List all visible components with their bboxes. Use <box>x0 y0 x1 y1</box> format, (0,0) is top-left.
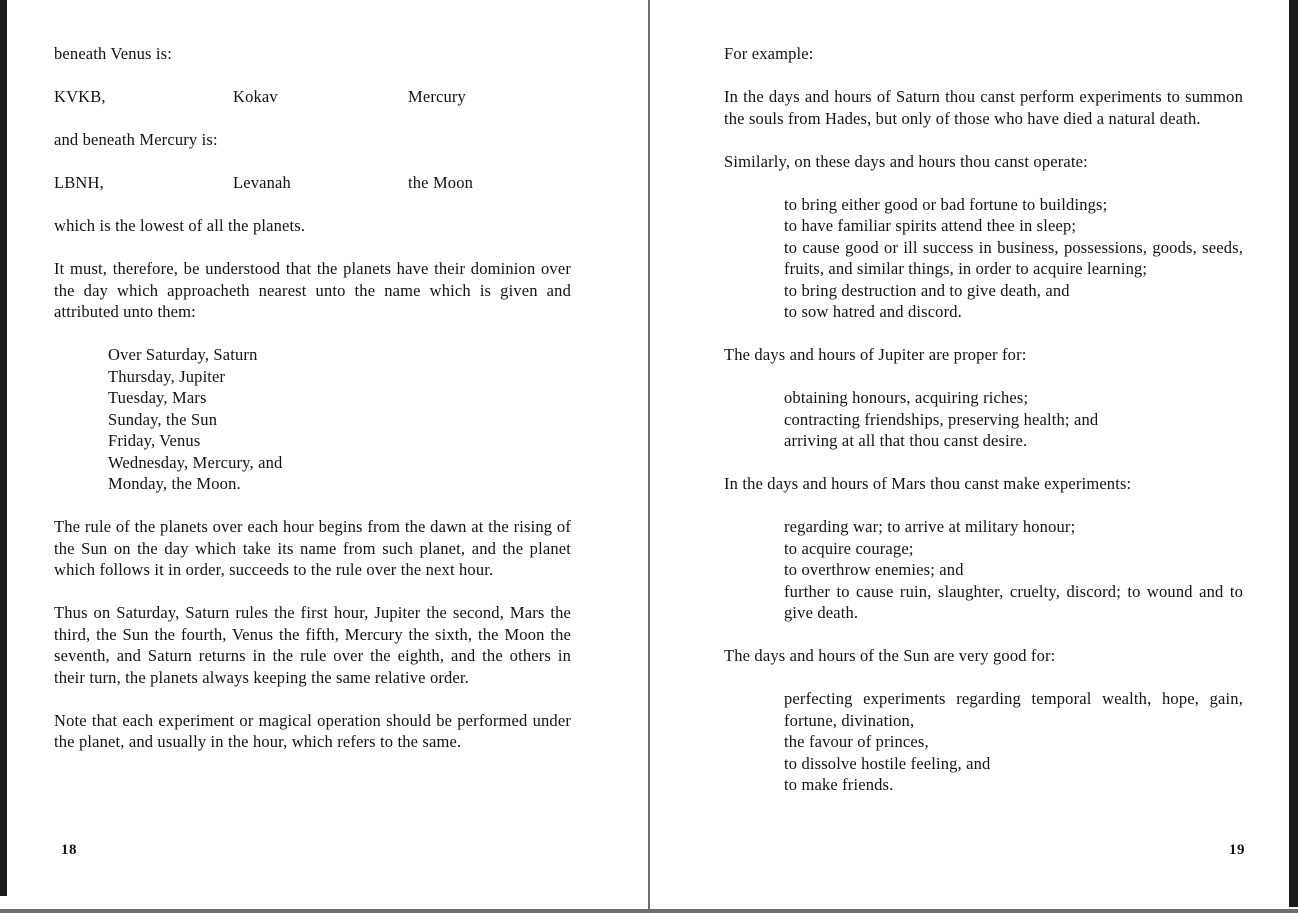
list-item: Over Saturday, Saturn <box>108 345 258 364</box>
paragraph: In the days and hours of Saturn thou canst perform experiments to summon the souls from Hades, but only of those who have died a natural death. <box>724 87 1243 128</box>
list-item: regarding war; to arrive at military honour; <box>784 517 1076 536</box>
paragraph: Thus on Saturday, Saturn rules the first hour, Jupiter the second, Mars the third, the Sun the fourth, Venus the fifth, Mercury the sixth, the Moon the seventh, and Saturn returns in the rule over the eighth, and the others in their turn, the planets always keeping the same relative order. <box>54 603 571 687</box>
book-edge-bottom <box>0 909 1298 913</box>
page-number: 18 <box>61 842 77 858</box>
list-item: to have familiar spirits attend thee in sleep; <box>784 216 1077 235</box>
list-item: obtaining honours, acquiring riches; <box>784 388 1029 407</box>
definition-cell: KVKB, <box>54 87 106 106</box>
page-gutter-divider <box>648 0 650 909</box>
left-page-content <box>54 43 571 753</box>
paragraph: The days and hours of Jupiter are proper for: <box>724 345 1027 364</box>
list-item: to overthrow enemies; and <box>784 560 964 579</box>
paragraph: The days and hours of the Sun are very good for: <box>724 646 1056 665</box>
paragraph: and beneath Mercury is: <box>54 130 218 149</box>
left-page <box>7 0 648 913</box>
indented-list <box>724 688 1243 796</box>
list-item: Wednesday, Mercury, and <box>108 452 283 472</box>
list-item: to cause good or ill success in business, possessions, goods, seeds, fruits, and similar things, in order to acquire learning; <box>784 237 1243 278</box>
list-item: Sunday, the Sun <box>108 409 218 429</box>
book-edge-right <box>1289 0 1298 907</box>
paragraph: beneath Venus is: <box>54 44 172 63</box>
definition-row <box>54 86 571 108</box>
definition-cell: Levanah <box>233 173 291 192</box>
right-page-content <box>724 43 1243 796</box>
indented-list <box>724 516 1243 624</box>
indented-list <box>724 194 1243 323</box>
page-number: 19 <box>1229 842 1245 858</box>
list-item: arriving at all that thou canst desire. <box>784 431 1028 450</box>
list-item: the favour of princes, <box>784 732 929 751</box>
list-item: to acquire courage; <box>784 538 914 558</box>
list-item: to bring destruction and to give death, and <box>784 280 1070 300</box>
paragraph: In the days and hours of Mars thou canst make experiments: <box>724 474 1132 493</box>
list-item: Tuesday, Mars <box>108 388 207 407</box>
list-item: to bring either good or bad fortune to buildings; <box>784 194 1108 214</box>
list-item: to dissolve hostile feeling, and <box>784 753 991 773</box>
list-item: perfecting experiments regarding temporal wealth, hope, gain, fortune, divination, <box>784 689 1243 730</box>
paragraph: Note that each experiment or magical operation should be performed under the planet, and usually in the hour, which refers to the same. <box>54 710 571 751</box>
list-item: Thursday, Jupiter <box>108 366 226 386</box>
list-item: Monday, the Moon. <box>108 474 241 493</box>
definition-cell: the Moon <box>408 173 474 192</box>
list-item: Friday, Venus <box>108 431 201 450</box>
definition-cell: Mercury <box>408 87 466 106</box>
book-edge-left <box>0 0 7 896</box>
definition-cell: Kokav <box>233 87 278 106</box>
paragraph: It must, therefore, be understood that the planets have their dominion over the day which approacheth nearest unto the name which is given and attributed unto them: <box>54 259 571 321</box>
indented-list <box>54 344 571 495</box>
paragraph: Similarly, on these days and hours thou canst operate: <box>724 151 1088 171</box>
definition-row <box>54 172 571 194</box>
list-item: to make friends. <box>784 775 894 794</box>
list-item: further to cause ruin, slaughter, cruelty, discord; to wound and to give death. <box>784 581 1243 622</box>
list-item: contracting friendships, preserving health; and <box>784 409 1099 429</box>
right-page <box>650 0 1289 913</box>
paragraph: The rule of the planets over each hour begins from the dawn at the rising of the Sun on the day which take its name from such planet, and the planet which follows it in order, succeeds to the rule over the next hour. <box>54 517 571 579</box>
list-item: to sow hatred and discord. <box>784 302 962 321</box>
indented-list <box>724 387 1243 452</box>
paragraph: For example: <box>724 44 814 63</box>
definition-cell: LBNH, <box>54 173 104 192</box>
paragraph: which is the lowest of all the planets. <box>54 216 306 235</box>
